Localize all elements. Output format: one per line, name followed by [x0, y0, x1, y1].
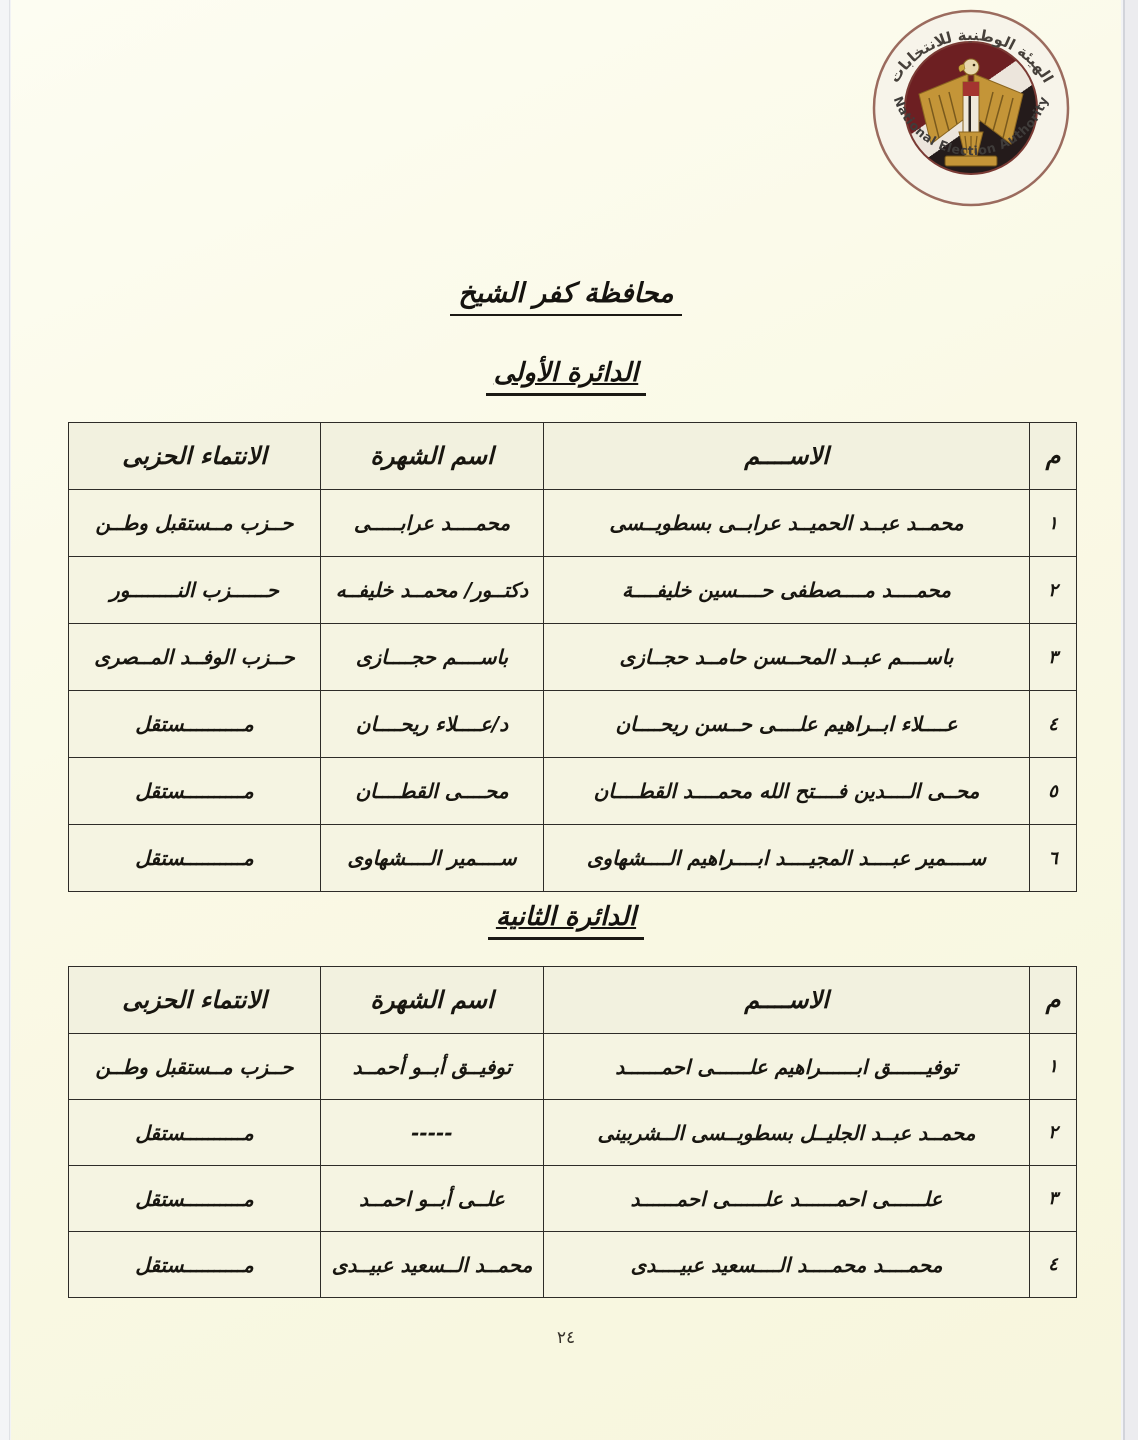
cell-party: حــزب مــستقبل وطــن — [69, 1034, 321, 1100]
cell-known-as: د/عــــلاء ريحــــان — [321, 691, 544, 758]
cell-party: مــــــــــستقل — [69, 758, 321, 825]
table-row — [69, 557, 1077, 624]
header-party: الانتماء الحزبى — [69, 967, 321, 1034]
cell-name: توفيــــــق ابــــــراهيم علــــــى احمــــــد — [544, 1034, 1030, 1100]
cell-name: باســــم عبــد المحــسن حامــد حجــازى — [544, 624, 1030, 691]
table-row — [69, 624, 1077, 691]
table-row — [69, 1232, 1077, 1298]
national-election-authority-logo — [868, 8, 1074, 208]
governorate-title-text: محافظة كفر الشيخ — [450, 278, 681, 316]
document-page — [11, 0, 1121, 1440]
table-row — [69, 490, 1077, 557]
cell-party: مــــــــــستقل — [69, 691, 321, 758]
cell-num: ٢ — [1030, 1100, 1077, 1166]
cell-num: ٤ — [1030, 1232, 1077, 1298]
table-row — [69, 1166, 1077, 1232]
page-number: ٢٤ — [556, 1328, 576, 1348]
cell-party: حــزب مــستقبل وطــن — [69, 490, 321, 557]
district-1-title-text: الدائرة الأولى — [486, 358, 646, 396]
cell-known-as: علــى أبــو احمــد — [321, 1166, 544, 1232]
cell-name: محمــد عبــد الجليــل بسطويــسى الــشربينى — [544, 1100, 1030, 1166]
table-header-row — [69, 967, 1077, 1034]
cell-name: محمــد عبــد الحميــد عرابــى بسطويــسى — [544, 490, 1030, 557]
cell-num: ١ — [1030, 1034, 1077, 1100]
page-edge-left — [0, 0, 10, 1440]
cell-known-as: ----- — [321, 1100, 544, 1166]
cell-name: علــــــى احمــــــد علــــــى احمــــــد — [544, 1166, 1030, 1232]
cell-party: مــــــــــستقل — [69, 825, 321, 892]
district-2-candidates-table — [68, 966, 1077, 1298]
header-number: م — [1030, 967, 1077, 1034]
cell-name: ســــمير عبــــد المجيــــد ابــــراهيم الــــشهاوى — [544, 825, 1030, 892]
cell-known-as: توفيــق أبــو أحمــد — [321, 1034, 544, 1100]
table-row — [69, 825, 1077, 892]
cell-num: ٦ — [1030, 825, 1077, 892]
cell-known-as: محــــى القطــــان — [321, 758, 544, 825]
header-party: الانتماء الحزبى — [69, 423, 321, 490]
cell-name: محــى الــــدين فــــتح الله محمــــد القطــــان — [544, 758, 1030, 825]
cell-name: محمــــد مــــصطفى حــــسين خليفــــة — [544, 557, 1030, 624]
table-row — [69, 691, 1077, 758]
cell-party: حــــــزب النــــــــور — [69, 557, 321, 624]
cell-name: محمــــد محمــــد الــــسعيد عبيــــدى — [544, 1232, 1030, 1298]
cell-num: ٣ — [1030, 624, 1077, 691]
cell-num: ٥ — [1030, 758, 1077, 825]
cell-known-as: ســــمير الــــشهاوى — [321, 825, 544, 892]
district-2-title — [11, 902, 1121, 940]
logo-english-text: National Election Authority — [890, 94, 1052, 159]
cell-num: ٣ — [1030, 1166, 1077, 1232]
district-1-candidates-table — [68, 422, 1077, 892]
table-row — [69, 1100, 1077, 1166]
header-number: م — [1030, 423, 1077, 490]
cell-num: ١ — [1030, 490, 1077, 557]
cell-party: حــزب الوفــد المــصرى — [69, 624, 321, 691]
table-header-row — [69, 423, 1077, 490]
cell-known-as: دكتــور/ محمــد خليفــه — [321, 557, 544, 624]
cell-num: ٤ — [1030, 691, 1077, 758]
header-name: الاســــم — [544, 423, 1030, 490]
table-row — [69, 1034, 1077, 1100]
table-row — [69, 758, 1077, 825]
logo-arabic-text: الهيئة الوطنية للانتخابات — [885, 25, 1057, 86]
page-edge-right — [1123, 0, 1138, 1440]
cell-known-as: محمــــد عرابـــــى — [321, 490, 544, 557]
district-2-title-text: الدائرة الثانية — [488, 902, 644, 940]
district-1-title — [11, 358, 1121, 396]
header-known-as: اسم الشهرة — [321, 423, 544, 490]
cell-known-as: باســــم حجــــازى — [321, 624, 544, 691]
cell-party: مــــــــــستقل — [69, 1166, 321, 1232]
header-known-as: اسم الشهرة — [321, 967, 544, 1034]
cell-party: مــــــــــستقل — [69, 1232, 321, 1298]
cell-num: ٢ — [1030, 557, 1077, 624]
cell-name: عــــلاء ابــراهيم علــــى حــسن ريحــــان — [544, 691, 1030, 758]
header-name: الاســــم — [544, 967, 1030, 1034]
cell-party: مــــــــــستقل — [69, 1100, 321, 1166]
cell-known-as: محمــد الــسعيد عبيــدى — [321, 1232, 544, 1298]
